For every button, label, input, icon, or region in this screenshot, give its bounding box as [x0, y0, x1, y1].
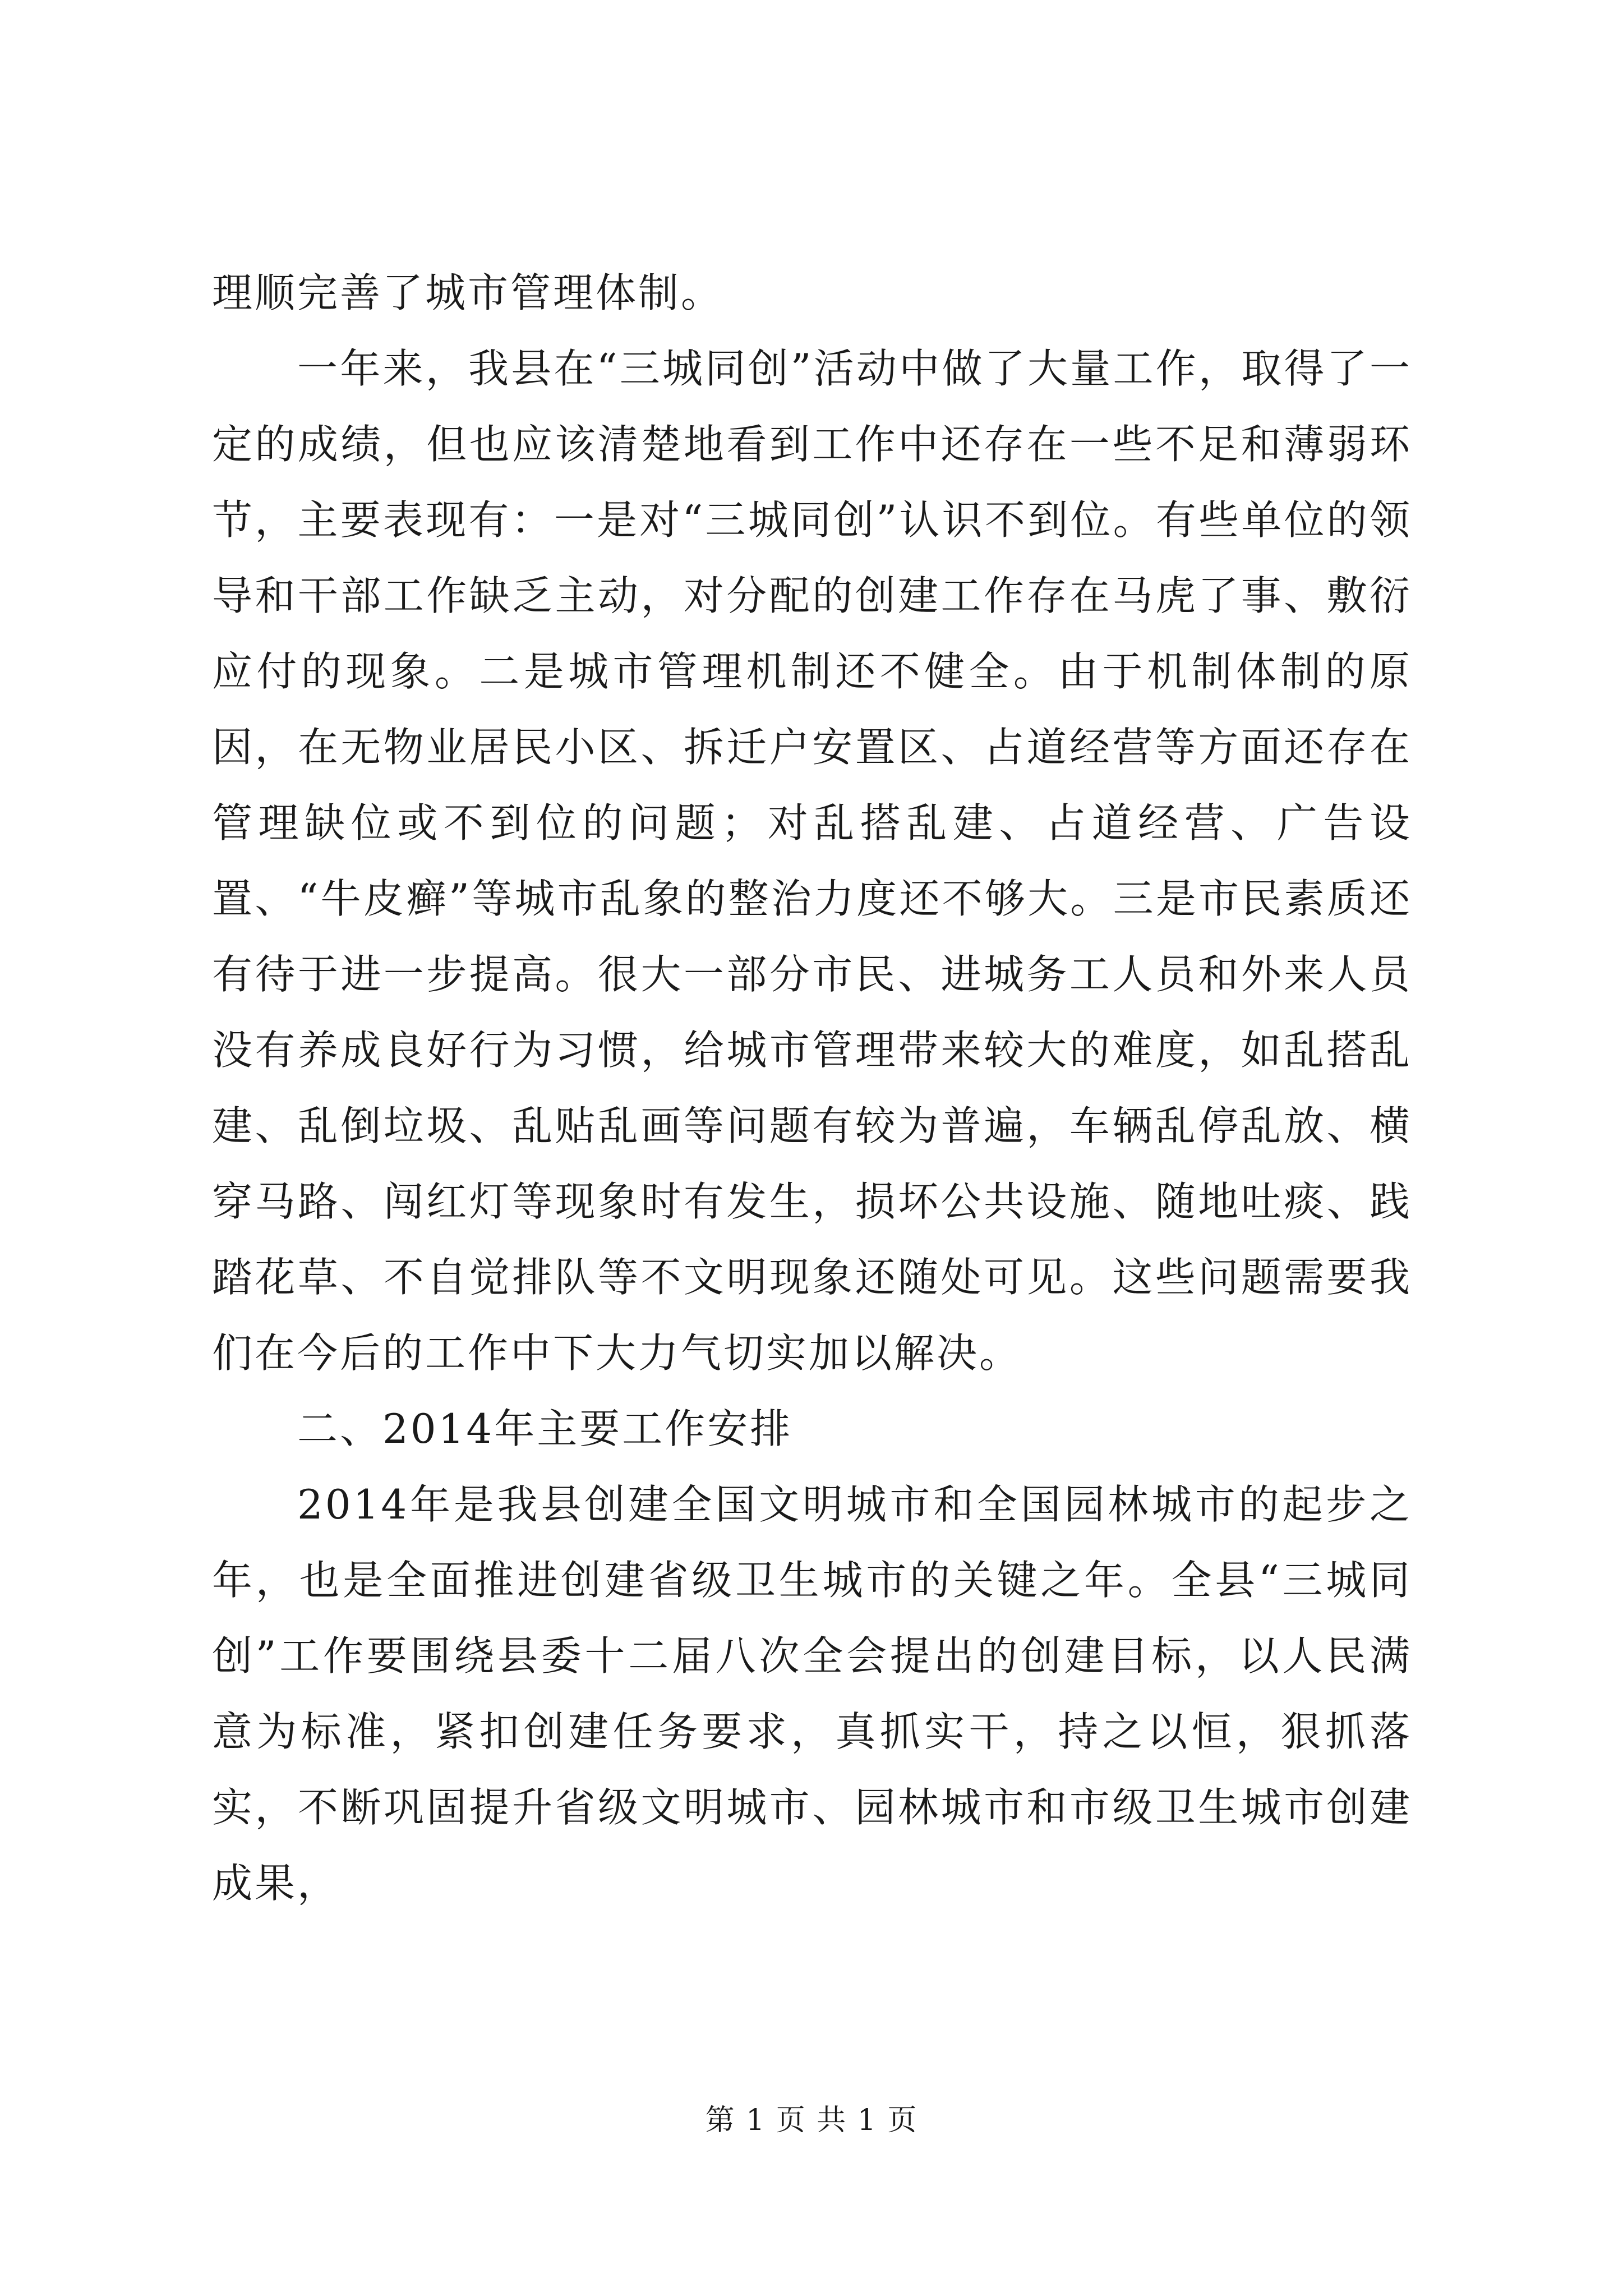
- section-heading-2014-plan: 二、2014年主要工作安排: [297, 1405, 793, 1452]
- paragraph-2014-plan: 2014年是我县创建全国文明城市和全国园林城市的起步之年，也是全面推进创建省级卫生城市的关键之年。全县“三城同创”工作要围绕县委十二届八次全会提出的创建目标，以人民满意为标准，紧扣创建任务要求，真抓实干，持之以恒，狠抓落实，不断巩固提升省级文明城市、园林城市和市级卫生城市创建成果，: [212, 1481, 1412, 1907]
- document-body: [212, 255, 1412, 1921]
- paragraph-continuation: 理顺完善了城市管理体制。: [212, 269, 724, 316]
- paragraph-shortcomings: 一年来，我县在“三城同创”活动中做了大量工作，取得了一定的成绩，但也应该清楚地看到工作中还存在一些不足和薄弱环节，主要表现有：一是对“三城同创”认识不到位。有些单位的领导和干部工作缺乏主动，对分配的创建工作存在马虎了事、敷衍应付的现象。二是城市管理机制还不健全。由于机制体制的原因，在无物业居民小区、拆迁户安置区、占道经营等方面还存在管理缺位或不到位的问题；对乱搭乱建、占道经营、广告设置、“牛皮癣”等城市乱象的整治力度还不够大。三是市民素质还有待于进一步提高。很大一部分市民、进城务工人员和外来人员没有养成良好行为习惯，给城市管理带来较大的难度，如乱搭乱建、乱倒垃圾、乱贴乱画等问题有较为普遍，车辆乱停乱放、横穿马路、闯红灯等现象时有发生，损坏公共设施、随地吐痰、践踏花草、不自觉排队等不文明现象还随处可见。这些问题需要我们在今后的工作中下大力气切实加以解决。: [212, 345, 1412, 1377]
- page-number-footer: 第 1 页 共 1 页: [705, 2104, 918, 2137]
